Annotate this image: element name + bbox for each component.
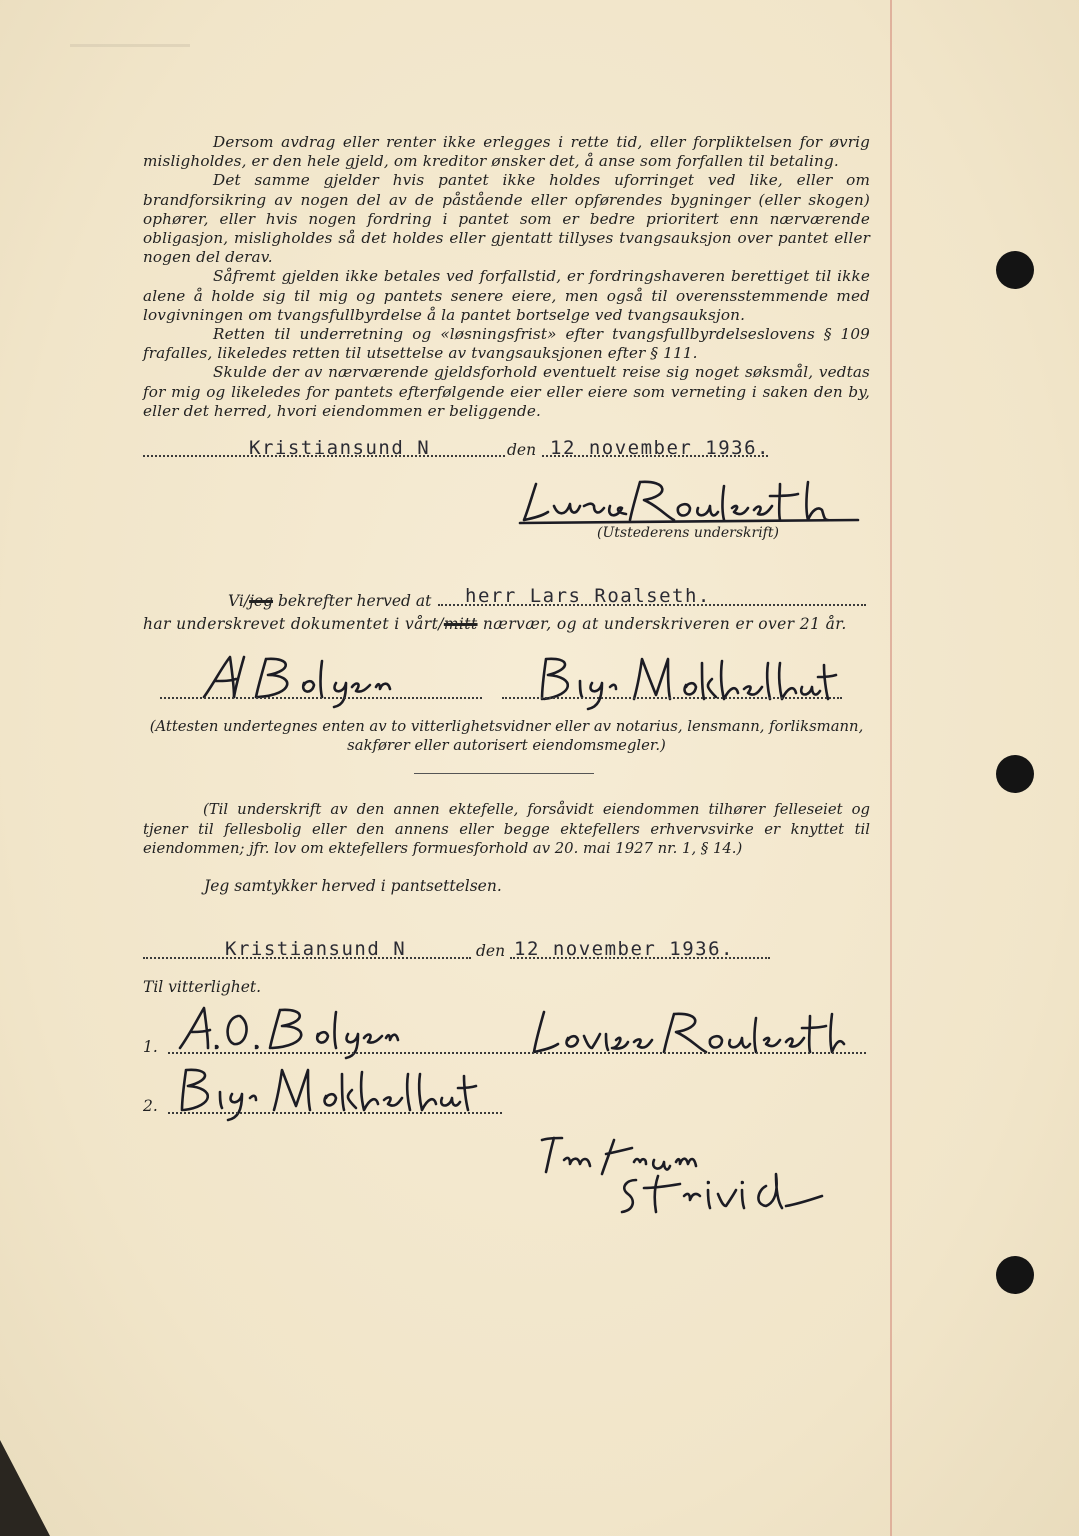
- margin-rule: [890, 0, 892, 1536]
- clause-maintenance: Det samme gjelder hvis pantet ikke holdes uforringet ved like, eller om brandforsikring av nogen del av de påstående eller opførendes bygninger (eller skogen) ophører, eller hvis nogen fordring i pantet som er bedre prioritert enn nærværende obligasjon, misligholdes så det holdes eller gjentatt tillyses tvangsauksjon over pantet eller nogen del derav.: [143, 171, 870, 267]
- attest-line2-a: har underskrevet dokumentet i vårt/: [143, 615, 444, 633]
- torn-corner: [0, 1440, 50, 1536]
- clause-venue: Skulde der av nærværende gjeldsforhold eventuelt reise sig noget søksmål, vedtas for mig og likeledes for pantets efterfølgende eier eller eiere som verneting i saken den by, eller det herred, hvori eiendommen er beliggende.: [143, 363, 870, 420]
- attest-line2: [143, 615, 847, 633]
- spouse-date-line: [510, 957, 770, 959]
- issuer-date-line: [542, 455, 768, 457]
- clauses-block: [143, 133, 870, 421]
- issuer-signature: [518, 476, 868, 528]
- issuer-caption: (Utstederens underskrift): [597, 525, 779, 541]
- witness-number-1: 1.: [143, 1038, 158, 1056]
- spouse-place: Kristiansund N: [225, 938, 407, 960]
- spouse-place-line: [143, 957, 471, 959]
- clause-default: Dersom avdrag eller renter ikke erlegges i rette tid, eller forpliktelsen for øvrig misligholdes, er den hele gjeld, om kreditor ønsker det, å anse som forfallen til betaling.: [143, 133, 870, 171]
- attest-line2-b: nærvær, og at underskriveren er over 21 år.: [482, 615, 847, 633]
- attest-name: herr Lars Roalseth.: [465, 585, 711, 607]
- jeg-struck: jeg: [249, 592, 274, 610]
- spouse-witness1-line: [168, 1052, 866, 1054]
- clause-notice: Retten til underretning og «løsningsfrist» efter tvangsfullbyrdelseslovens § 109 frafalles, likeledes retten til utsettelse av tvangsauksjonen efter § 111.: [143, 325, 870, 363]
- spouse-date: 12 november 1936.: [514, 938, 734, 960]
- vi-label: Vi/: [228, 592, 250, 610]
- clause-forced-sale: Såfremt gjelden ikke betales ved forfallstid, er fordringshaveren berettiget til ikke alene å holde sig til mig og pantets senere eiere, men også til overensstemmende med lovgivningen om tvangsfullbyrdelse å la pantet bortselge ved tvangsauksjon.: [143, 267, 870, 324]
- witness-number-2: 2.: [143, 1097, 158, 1115]
- issuer-date: 12 november 1936.: [550, 437, 770, 459]
- mitt-struck: mitt: [443, 615, 478, 633]
- faint-header-mark: [70, 44, 190, 47]
- issuer-den-label: den: [507, 441, 537, 459]
- issuer-place: Kristiansund N: [249, 437, 431, 459]
- spouse-witness1-signature: [176, 1004, 396, 1056]
- issuer-place-line: [143, 455, 505, 457]
- section-divider: [414, 773, 594, 774]
- spouse-witness2-signature: [176, 1066, 476, 1118]
- spouse-consent: Jeg samtykker herved i pantsettelsen.: [204, 877, 502, 895]
- witness1-line: [160, 697, 482, 699]
- annotation-signature: [540, 1130, 830, 1224]
- punch-hole: [996, 755, 1034, 793]
- attest-note: (Attesten undertegnes enten av to vitterlighetsvidner eller av notarius, lensmann, forliksmann, sakfører eller autorisert eiendomsmegler.): [149, 718, 864, 754]
- punch-hole: [996, 251, 1034, 289]
- spouse-witness2-line: [168, 1112, 502, 1114]
- witness2-signature: [536, 655, 836, 707]
- spouse-note: (Til underskrift av den annen ektefelle, forsåvidt eiendommen tilhører felleseiet og tjener til fellesbolig eller den annens eller begge ektefellers erhvervsvirke er knyttet til eiendommen; jfr. lov om ektefellers formuesforhold av 20. mai 1927 nr. 1, § 14.): [143, 801, 870, 857]
- spouse-den-label: den: [476, 942, 506, 960]
- punch-hole: [996, 1256, 1034, 1294]
- attest-line1: [228, 592, 431, 610]
- attest-name-line: [438, 604, 866, 606]
- til-vitterlighet: Til vitterlighet.: [143, 978, 262, 996]
- bekrefter-label: bekrefter herved at: [277, 592, 432, 610]
- witness2-line: [502, 697, 842, 699]
